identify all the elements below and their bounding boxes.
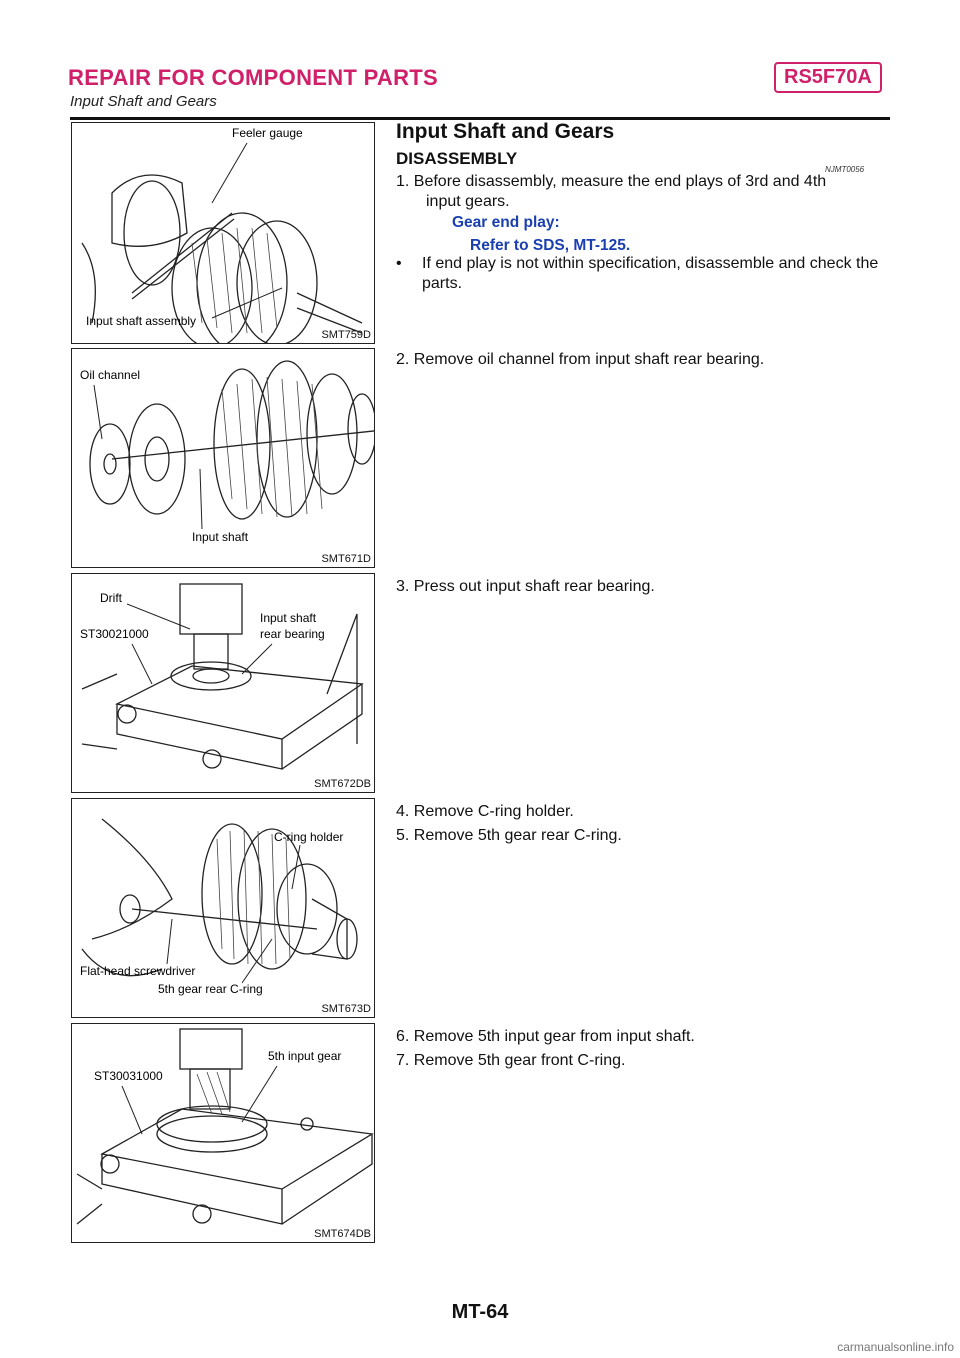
label-screwdriver: Flat-head screwdriver bbox=[80, 964, 196, 978]
label-c-ring-holder: C-ring holder bbox=[274, 830, 344, 844]
step-3: 3. Press out input shaft rear bearing. bbox=[396, 578, 655, 595]
bullet-mark: • bbox=[396, 255, 402, 272]
label-rear-c-ring: 5th gear rear C-ring bbox=[158, 982, 263, 996]
page-number: MT-64 bbox=[451, 1301, 509, 1323]
step-1-continued: input gears. bbox=[426, 193, 510, 210]
label-5th-input-gear: 5th input gear bbox=[268, 1049, 342, 1063]
label-drift-code: ST30021000 bbox=[80, 627, 149, 641]
press-bearing-illustration bbox=[72, 574, 374, 792]
figure-press-bearing bbox=[71, 573, 375, 793]
step-2: 2. Remove oil channel from input shaft rear bearing. bbox=[396, 351, 765, 368]
figure-id: SMT673D bbox=[321, 1003, 371, 1015]
watermark: carmanualsonline.info bbox=[837, 1340, 954, 1354]
feeler-gauge-illustration bbox=[72, 123, 374, 343]
figure-oil-channel bbox=[71, 348, 375, 568]
step-5: 5. Remove 5th gear rear C-ring. bbox=[396, 827, 622, 844]
header-title: REPAIR FOR COMPONENT PARTS bbox=[68, 65, 438, 90]
step-4: 4. Remove C-ring holder. bbox=[396, 803, 574, 820]
label-oil-channel: Oil channel bbox=[80, 368, 141, 382]
step-7: 7. Remove 5th gear front C-ring. bbox=[396, 1052, 626, 1069]
figure-feeler-gauge bbox=[71, 122, 375, 344]
step-1-text: 1. Before disassembly, measure the end plays of 3rd and 4th bbox=[396, 173, 827, 190]
bullet-note bbox=[396, 254, 896, 294]
figure-c-ring-holder bbox=[71, 798, 375, 1018]
figure-id: SMT672DB bbox=[314, 778, 371, 790]
figure-id: SMT674DB bbox=[314, 1228, 371, 1240]
label-drift: Drift bbox=[100, 591, 122, 605]
reference-code: NJMT0056 bbox=[825, 165, 865, 174]
figure-5th-input-gear bbox=[71, 1023, 375, 1243]
label-feeler-gauge: Feeler gauge bbox=[232, 126, 303, 140]
label-tool-code: ST30031000 bbox=[94, 1069, 163, 1083]
label-input-shaft-assembly: Input shaft assembly bbox=[86, 314, 197, 328]
disassembly-heading: DISASSEMBLY bbox=[396, 149, 518, 168]
section-title: Input Shaft and Gears bbox=[396, 120, 615, 143]
header-subtitle: Input Shaft and Gears bbox=[70, 93, 217, 110]
step-1 bbox=[396, 172, 896, 212]
oil-channel-illustration bbox=[72, 349, 374, 567]
bullet-text: If end play is not within specification, disassemble and check the parts. bbox=[422, 255, 879, 292]
label-input-shaft: Input shaft bbox=[192, 530, 249, 544]
label-input-shaft: Input shaft bbox=[260, 611, 317, 625]
figure-id: SMT759D bbox=[321, 329, 371, 341]
step-6: 6. Remove 5th input gear from input shaft. bbox=[396, 1028, 695, 1045]
figure-id: SMT671D bbox=[321, 553, 371, 565]
label-rear-bearing: rear bearing bbox=[260, 627, 325, 641]
spec-value: Refer to SDS, MT-125. bbox=[470, 237, 631, 254]
spec-label: Gear end play: bbox=[452, 214, 560, 231]
5th-input-gear-illustration bbox=[72, 1024, 374, 1242]
c-ring-holder-illustration bbox=[72, 799, 374, 1017]
model-badge: RS5F70A bbox=[774, 62, 882, 93]
